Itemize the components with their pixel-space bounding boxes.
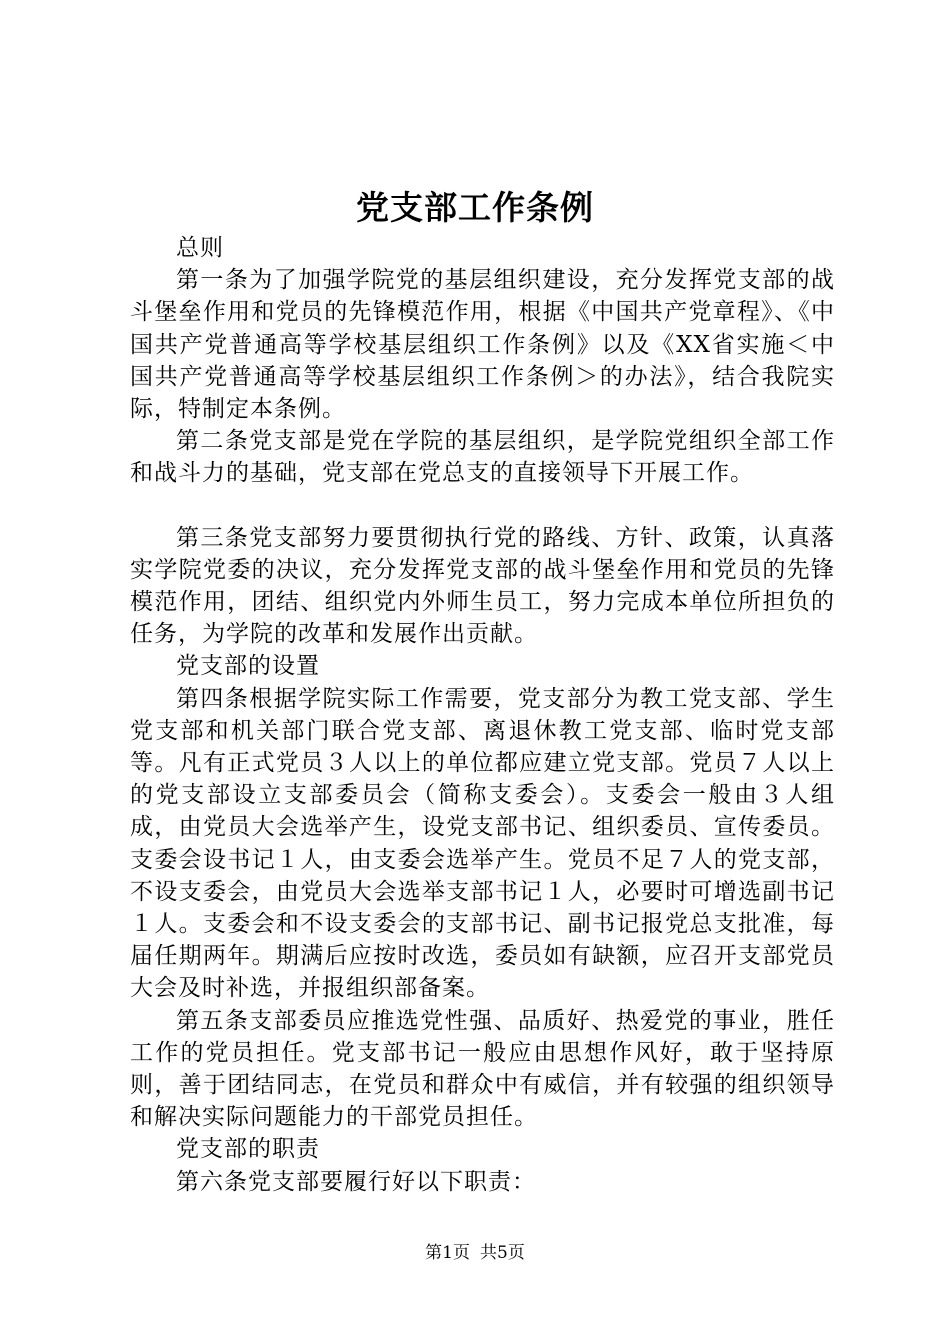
page-footer [0,1241,950,1265]
section-heading: 党支部的职责 [176,1136,320,1163]
paragraph-article-1: 第一条为了加强学院党的基层组织建设，充分发挥党支部的战斗堡垒作用和党员的先锋模范作用，根据《中国共产党章程》、《中国共产党普通高等学校基层组织工作条例》以及《XX省实施＜中国共产党普通高等学校基层组织工作条例＞的办法》，结合我院实际，特制定本条例。 [130,267,835,423]
paragraph-article-6: 第六条党支部要履行好以下职责： [176,1168,536,1195]
paragraph-article-4: 第四条根据学院实际工作需要，党支部分为教工党支部、学生党支部和机关部门联合党支部、离退休教工党支部、临时党支部等。凡有正式党员３人以上的单位都应建立党支部。党员７人以上的党支部设立支部委员会（简称支委会）。支委会一般由３人组成，由党员大会选举产生，设党支部书记、组织委员、宣传委员。支委会设书记１人，由支委会选举产生。党员不足７人的党支部，不设支委会，由党员大会选举支部书记１人，必要时可增选副书记１人。支委会和不设支委会的支部书记、副书记报党总支批准，每届任期两年。期满后应按时改选，委员如有缺额，应召开支部党员大会及时补选，并报组织部备案。 [130,685,835,1002]
document-body [130,232,835,1198]
document-title: 党支部工作条例 [356,188,594,227]
section-heading: 党支部的设置 [176,653,320,680]
paragraph-spacer [130,490,835,522]
page-total: 共5页 [480,1243,525,1263]
paragraph-article-3: 第三条党支部努力要贯彻执行党的路线、方针、政策，认真落实学院党委的决议，充分发挥党支部的战斗堡垒作用和党员的先锋模范作用，团结、组织党内外师生员工，努力完成本单位所担负的任务，为学院的改革和发展作出贡献。 [130,524,835,648]
page-number: 第1页 [425,1243,470,1263]
paragraph-article-2: 第二条党支部是党在学院的基层组织，是学院党组织全部工作和战斗力的基础，党支部在党总支的直接领导下开展工作。 [130,428,835,487]
section-heading: 总则 [176,235,224,261]
paragraph-article-5: 第五条支部委员应推选党性强、品质好、热爱党的事业，胜任工作的党员担任。党支部书记一般应由思想作风好，敢于坚持原则，善于团结同志，在党员和群众中有威信，并有较强的组织领导和解决实际问题能力的干部党员担任。 [130,1007,835,1131]
